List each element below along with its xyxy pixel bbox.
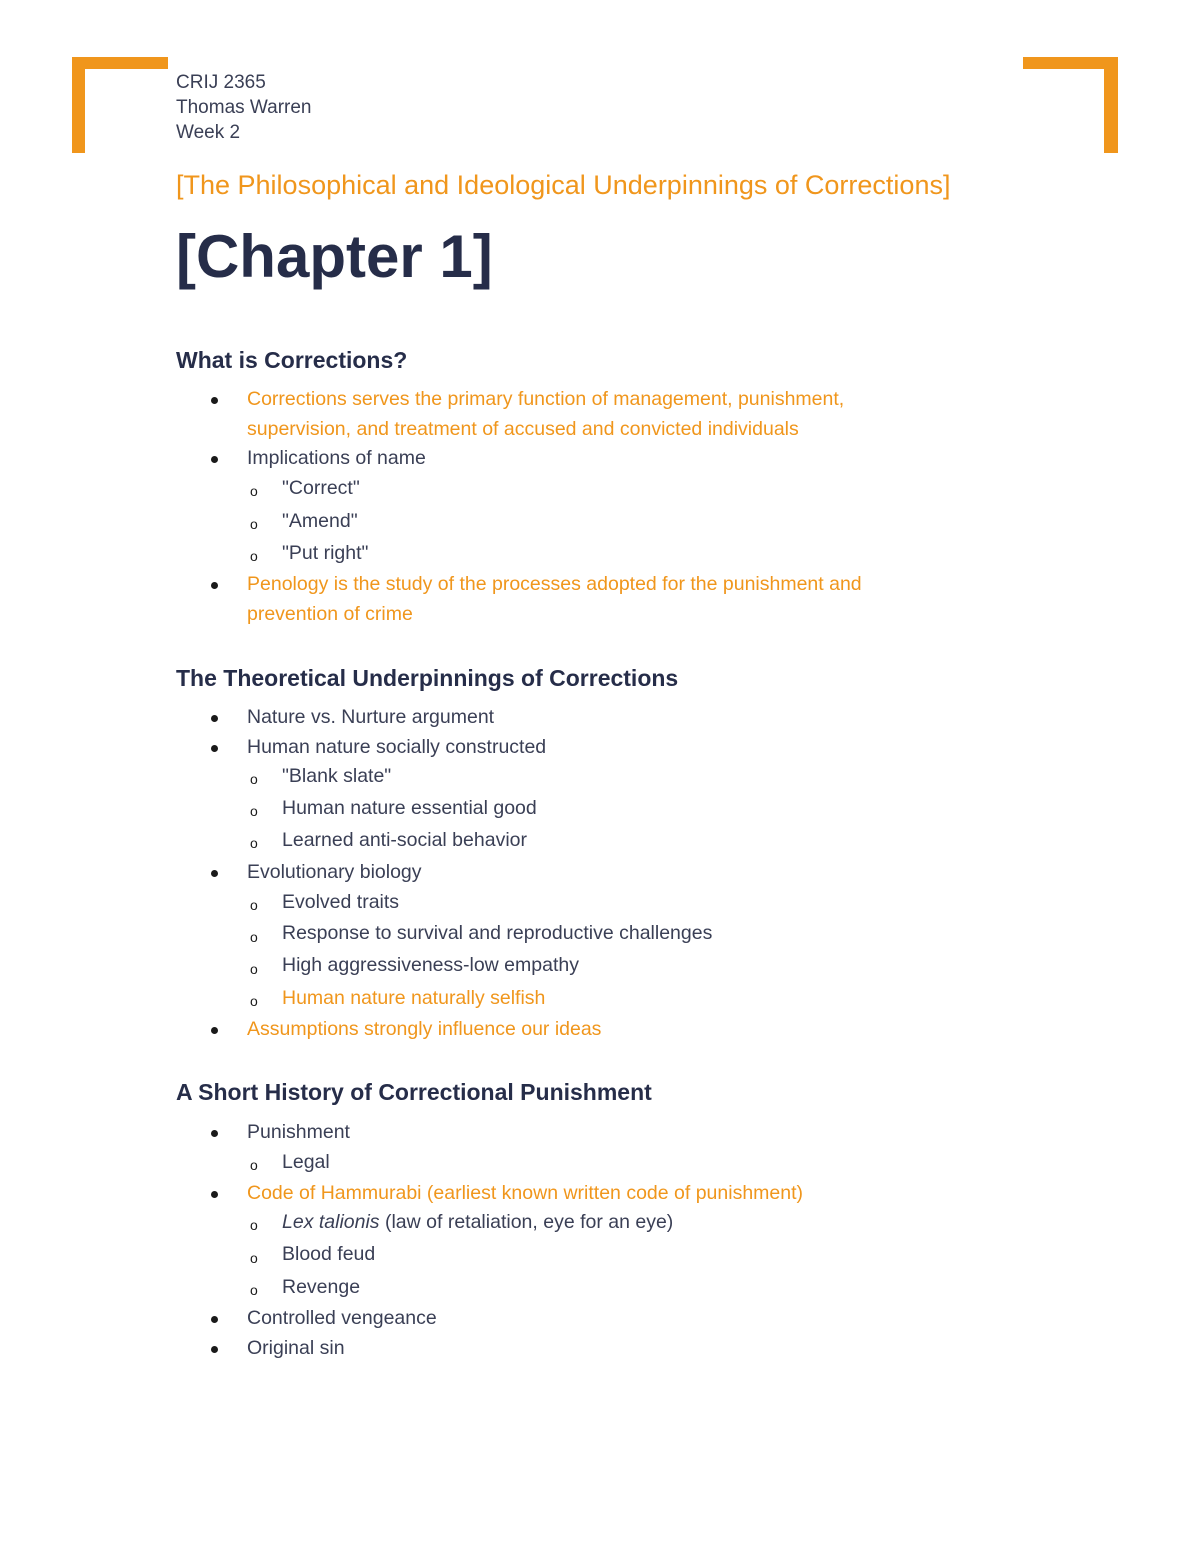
bullet-icon	[211, 715, 218, 722]
list-item: Punishment	[247, 1121, 350, 1143]
chapter-title: [Chapter 1]	[176, 223, 493, 290]
list-item: Corrections serves the primary function of management, punishment,	[247, 388, 845, 410]
sub-list-item: Learned anti-social behavior	[282, 829, 527, 851]
week-label: Week 2	[176, 122, 241, 143]
left-corner-bracket-top	[72, 57, 168, 69]
sub-list-item: "Put right"	[282, 542, 369, 564]
list-item: Nature vs. Nurture argument	[247, 706, 495, 728]
list-item: Assumptions strongly influence our ideas	[247, 1018, 602, 1040]
sub-list-item: "Blank slate"	[282, 765, 392, 787]
sub-list-item: Blood feud	[282, 1243, 376, 1265]
sub-list-item: Response to survival and reproductive challenges	[282, 922, 713, 944]
sub-list-item: Evolved traits	[282, 891, 400, 913]
sub-list-item: Human nature naturally selfish	[282, 987, 546, 1009]
sub-list-item: Human nature essential good	[282, 797, 537, 819]
circle-bullet-icon: o	[250, 897, 258, 913]
sub-list-item	[282, 1211, 673, 1234]
circle-bullet-icon: o	[250, 961, 258, 977]
bullet-icon	[211, 745, 218, 752]
circle-bullet-icon: o	[250, 516, 258, 532]
circle-bullet-icon: o	[250, 771, 258, 787]
course-code: CRIJ 2365	[176, 72, 266, 93]
sub-list-item: High aggressiveness-low empathy	[282, 954, 579, 976]
sub-list-item: Legal	[282, 1151, 330, 1173]
latin-term-explanation: (law of retaliation, eye for an eye)	[379, 1211, 674, 1233]
bullet-icon	[211, 870, 218, 877]
circle-bullet-icon: o	[250, 548, 258, 564]
list-item: Human nature socially constructed	[247, 736, 547, 758]
bullet-icon	[211, 1316, 218, 1323]
circle-bullet-icon: o	[250, 835, 258, 851]
circle-bullet-icon: o	[250, 1157, 258, 1173]
list-item: Code of Hammurabi (earliest known written code of punishment)	[247, 1182, 804, 1204]
left-corner-bracket-side	[72, 57, 85, 153]
circle-bullet-icon: o	[250, 993, 258, 1009]
right-corner-bracket-side	[1104, 57, 1118, 153]
sub-list-item: "Correct"	[282, 477, 360, 499]
bullet-icon	[211, 1191, 218, 1198]
circle-bullet-icon: o	[250, 483, 258, 499]
list-item-continued: prevention of crime	[247, 603, 413, 625]
list-item: Controlled vengeance	[247, 1307, 437, 1329]
list-item: Implications of name	[247, 447, 426, 469]
section-heading-what-is: What is Corrections?	[176, 347, 408, 373]
sub-list-item: "Amend"	[282, 510, 358, 532]
author-name: Thomas Warren	[176, 97, 312, 118]
list-item: Original sin	[247, 1337, 345, 1359]
bullet-icon	[211, 456, 218, 463]
list-item: Penology is the study of the processes adopted for the punishment and	[247, 573, 862, 595]
bullet-icon	[211, 582, 218, 589]
list-item-continued: supervision, and treatment of accused and convicted individuals	[247, 418, 799, 440]
section-heading-theoretical: The Theoretical Underpinnings of Corrections	[176, 665, 679, 691]
bullet-icon	[211, 1130, 218, 1137]
circle-bullet-icon: o	[250, 803, 258, 819]
document-subtitle: [The Philosophical and Ideological Underpinnings of Corrections]	[176, 170, 951, 200]
latin-term: Lex talionis	[282, 1211, 380, 1233]
sub-list-item: Revenge	[282, 1276, 361, 1298]
circle-bullet-icon: o	[250, 1282, 258, 1298]
section-heading-history: A Short History of Correctional Punishment	[176, 1079, 652, 1105]
bullet-icon	[211, 1027, 218, 1034]
circle-bullet-icon: o	[250, 1250, 258, 1266]
bullet-icon	[211, 1346, 218, 1353]
circle-bullet-icon: o	[250, 929, 258, 945]
bullet-icon	[211, 397, 218, 404]
list-item: Evolutionary biology	[247, 861, 422, 883]
circle-bullet-icon: o	[250, 1217, 258, 1233]
